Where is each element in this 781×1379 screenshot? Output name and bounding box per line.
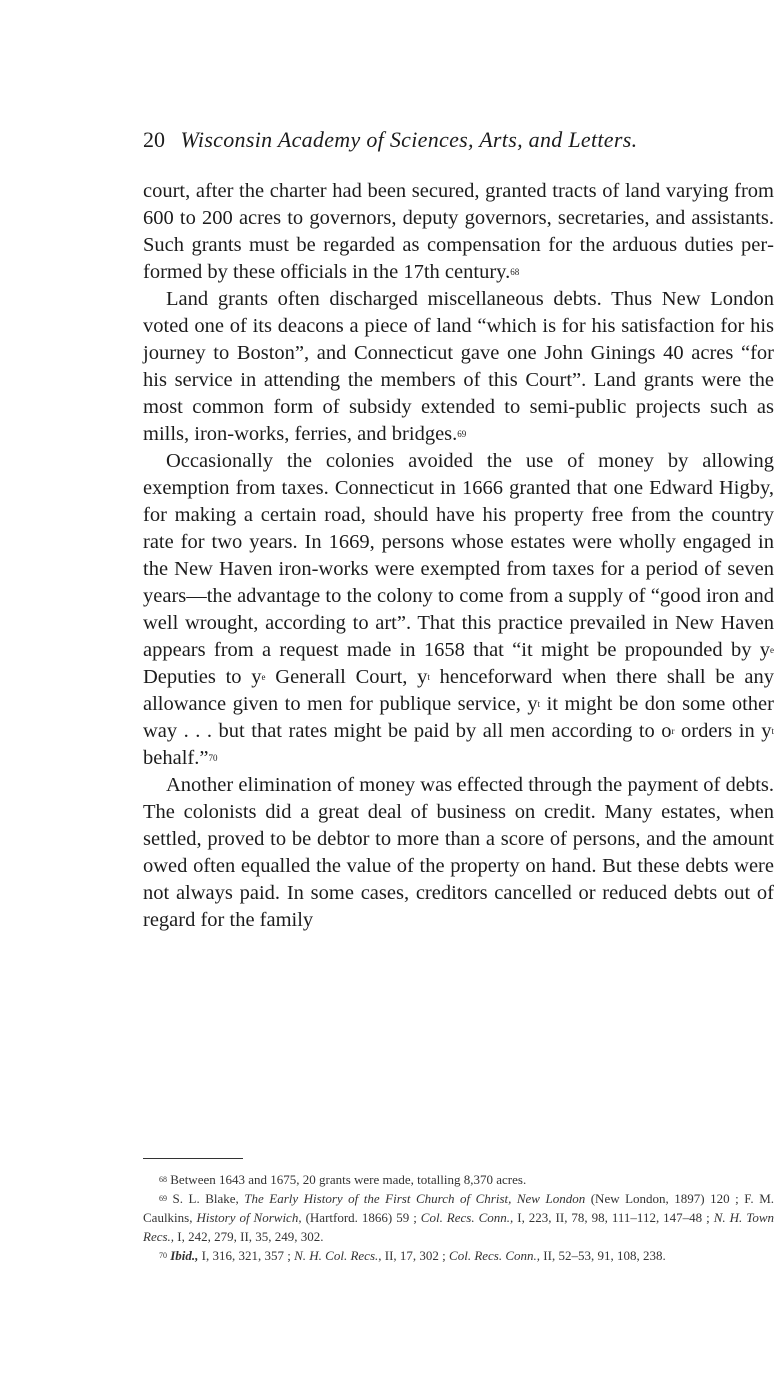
footnote-text: II, 52–53, 91, 108, 238. (540, 1248, 666, 1263)
paragraph-4-text: Another elimination of money was effected through the payment of debts. The colonists did a great deal of business on credit. Many estates, when settled, proved to be debtor to more than a score of persons, and the amount owed often equalled the value of the property on hand. But these debts were not always paid. In some cases, creditors cancelled or reduced debts out of regard for the family (143, 774, 774, 931)
footnote-68 (143, 1170, 774, 1189)
paragraph-4 (143, 772, 774, 934)
footnote-text: (New London, 1897) 120 ; F. M. Caulkins, (143, 1191, 775, 1225)
citation-title: N. H. Town Recs., (143, 1210, 774, 1244)
citation-title: Col. Recs. Conn., (420, 1210, 514, 1225)
body-text (143, 178, 774, 934)
paragraph-3 (143, 448, 774, 772)
citation-title: History of Norwich, (196, 1210, 302, 1225)
footnote-ref-70[interactable]: 70 (208, 753, 218, 763)
footnotes (143, 1170, 774, 1265)
paragraph-3-text: orders in y (674, 720, 772, 742)
paragraph-3-text: Occasionally the colonies avoided the use of money by allowing exemption from taxes. Connecticut in 1666 granted that one Edward Higby, for making a certain road, should have his property free from the country rate for two years. In 1669, persons whose estates were wholly engaged in the New Haven iron-works were exempted from taxes for a period of seven years—the advantage to the colony to come from a supply of “good iron and well wrought, according to art”. That this practice prevailed in New Haven appears from a request made in 1658 that “it might be propounded by y (143, 450, 774, 661)
footnote-ref-68[interactable]: 68 (510, 267, 520, 277)
superscript-e: e (770, 645, 774, 655)
citation-title: The Early History of the First Church of Christ, New London (244, 1191, 586, 1206)
footnote-mark: 70 (159, 1251, 167, 1260)
footnote-text: I, 242, 279, II, 35, 249, 302. (174, 1229, 324, 1244)
footnote-text: Between 1643 and 1675, 20 grants were made, totalling 8,370 acres. (170, 1172, 527, 1187)
footnote-text: S. L. Blake, (172, 1191, 245, 1206)
paragraph-3-text: henceforward when there shall be any allowance given to men for publique service, y (143, 666, 774, 715)
footnote-ref-69[interactable]: 69 (457, 429, 467, 439)
paragraph-2 (143, 286, 774, 448)
citation-title: Col. Recs. Conn., (449, 1248, 541, 1263)
footnote-69 (143, 1189, 774, 1246)
footnote-text: II, 17, 302 ; (381, 1248, 450, 1263)
citation-title: N. H. Col. Recs., (294, 1248, 382, 1263)
citation-title: Ibid., (170, 1248, 199, 1263)
footnote-text: I, 316, 321, 357 ; (198, 1248, 295, 1263)
footnote-text: I, 223, II, 78, 98, 111–112, 147–48 ; (513, 1210, 714, 1225)
paragraph-3-text: Generall Court, y (265, 666, 428, 688)
paragraph-3-text: it might be don some other way . . . but that rates might be paid by all men according to o (143, 693, 774, 742)
superscript-t: t (771, 726, 774, 736)
paragraph-1-text: court, after the charter had been secured, granted tracts of land varying from 600 to 200 acres to governors, deputy governors, secretaries, and assistants. Such grants must be regarded as compensation for the arduous duties performed by these officials in the 17th century. (143, 180, 774, 283)
superscript-e: e (261, 672, 266, 682)
paragraph-3-text: behalf.” (143, 747, 209, 769)
footnote-text: (Hartford. 1866) 59 ; (301, 1210, 421, 1225)
page-number: 20 (143, 127, 165, 152)
running-title: Wisconsin Academy of Sciences, Arts, and Letters. (180, 127, 638, 152)
footnote-mark: 69 (159, 1194, 167, 1203)
paragraph-2-text: Land grants often discharged miscellaneous debts. Thus New London voted one of its deacons a piece of land “which is for his satisfaction for his journey to Boston”, and Connecticut gave one John Ginings 40 acres “for his service in attending the members of this Court”. Land grants were the most common form of subsidy extended to semi-public projects such as mills, iron-works, ferries, and bridges. (143, 288, 774, 445)
superscript-r: r (671, 726, 675, 736)
paragraph-3-text: Deputies to y (143, 666, 262, 688)
footnote-mark: 68 (159, 1175, 167, 1184)
running-header (143, 126, 743, 154)
footnote-separator (143, 1158, 243, 1159)
superscript-t: t (537, 699, 541, 709)
paragraph-1 (143, 178, 774, 286)
footnote-70 (143, 1246, 774, 1265)
superscript-t: t (427, 672, 430, 682)
